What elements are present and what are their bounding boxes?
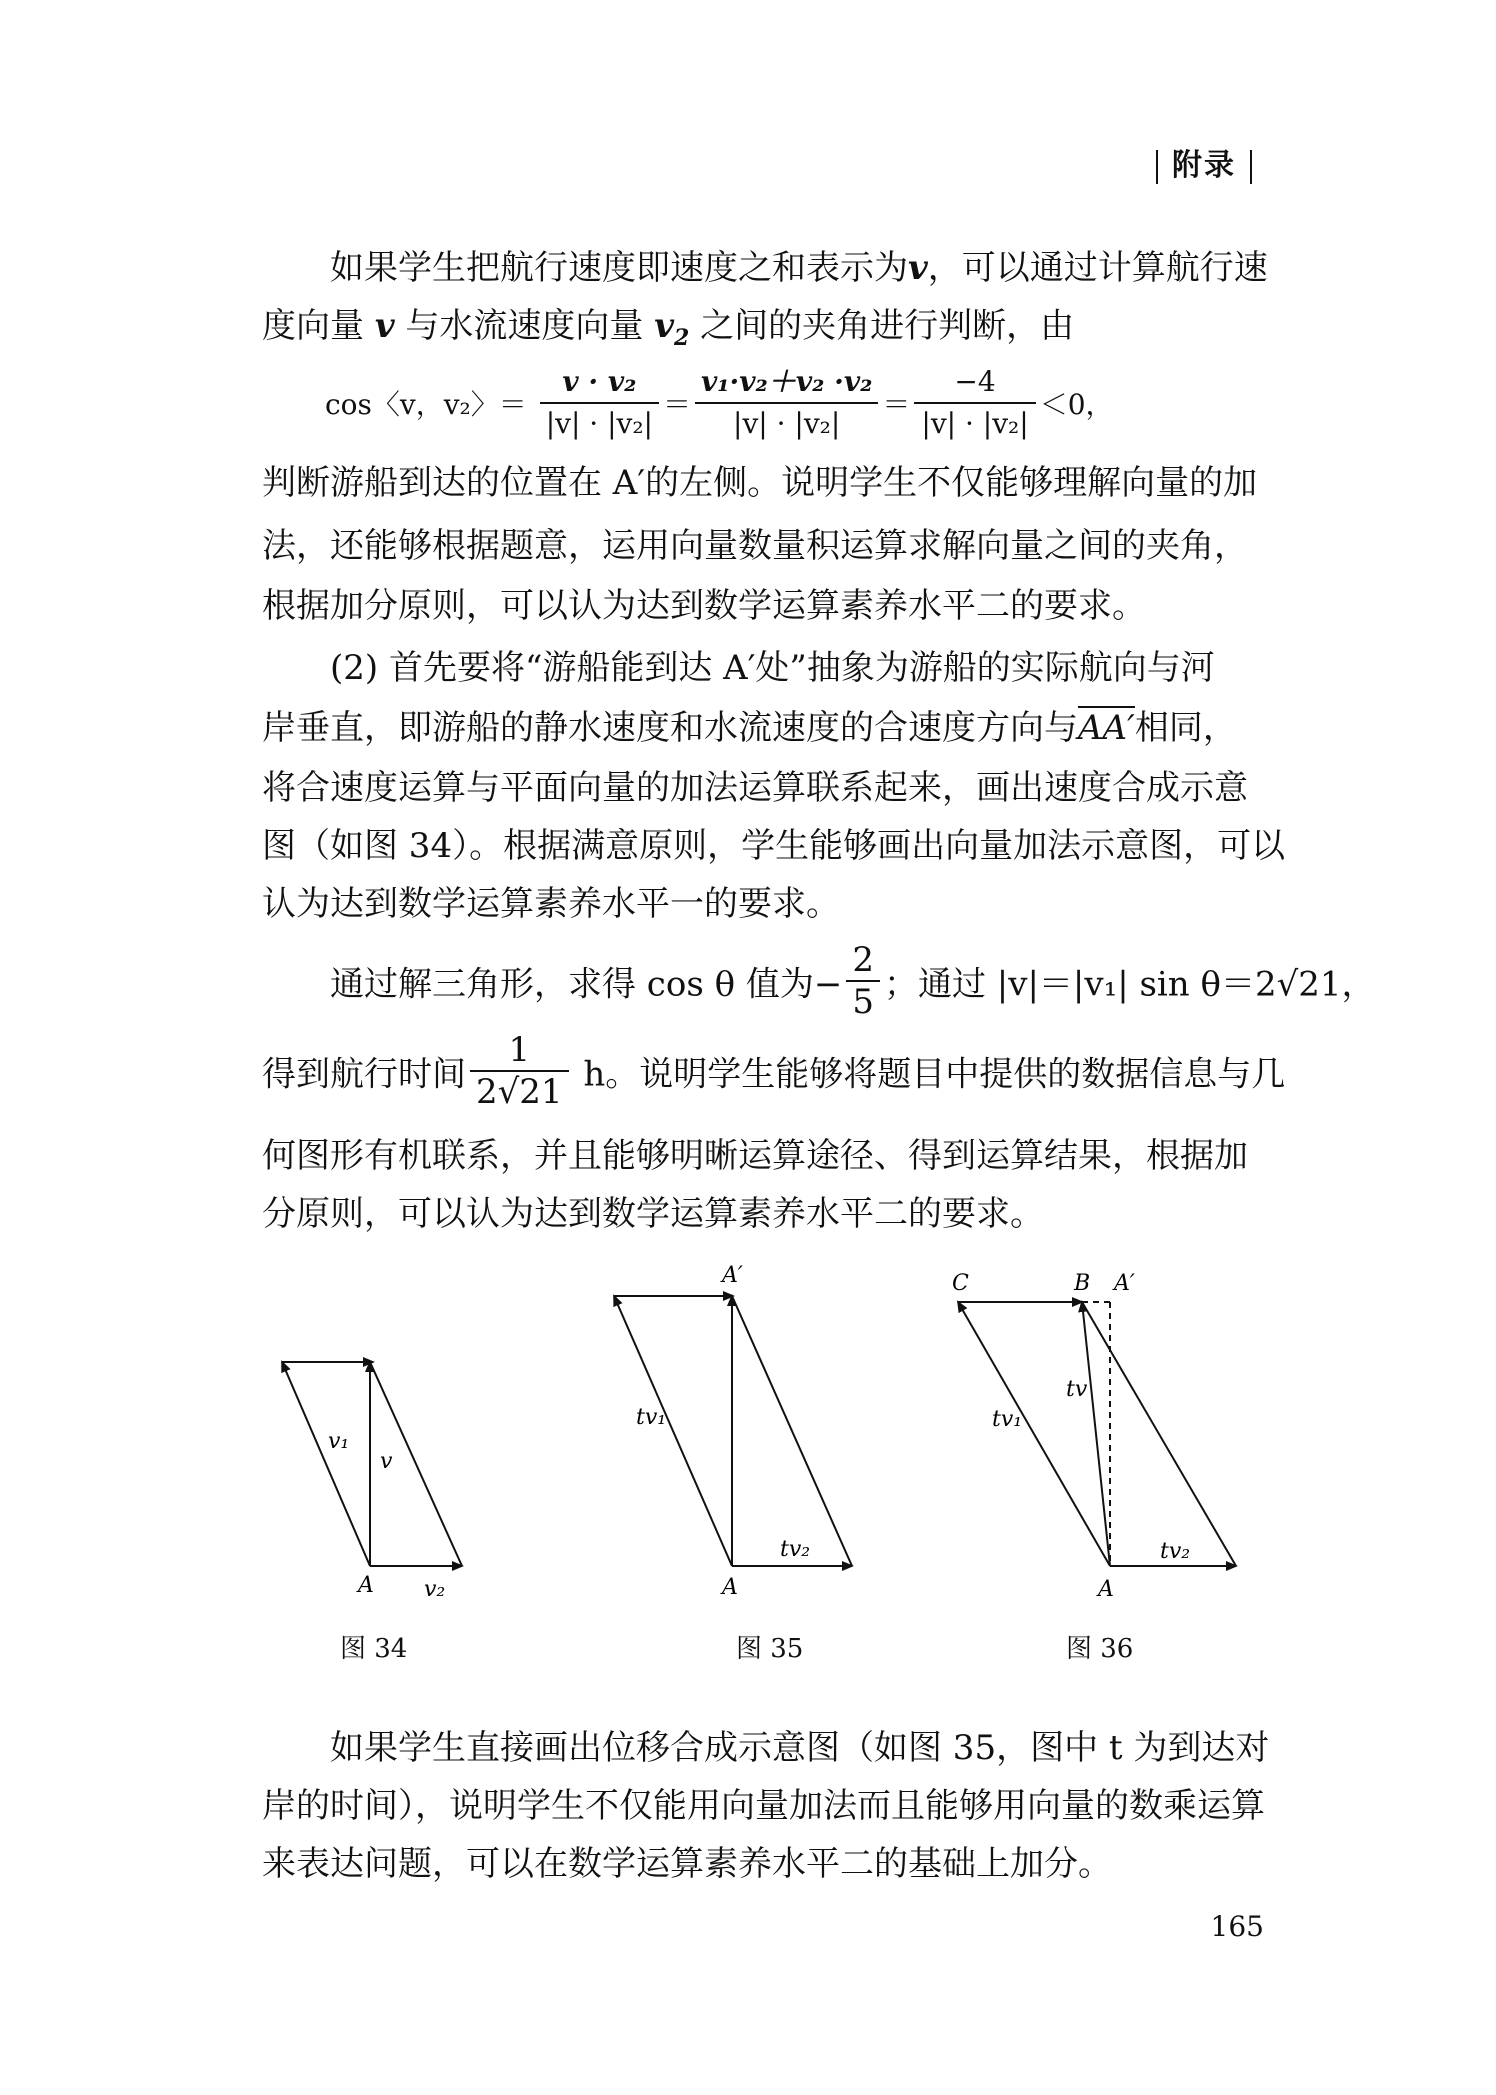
frac1-num: v · v₂: [540, 362, 659, 404]
fig35-right-side: [732, 1296, 852, 1566]
fig36-label-tv2: tv₂: [1160, 1539, 1191, 1564]
p4-frac-den: 5: [852, 982, 874, 1022]
p3-text-2b: 相同，: [1134, 708, 1237, 748]
p4-text-2a: 得到航行时间: [262, 1054, 466, 1095]
p3-line-3: 将合速度运算与平面向量的加法运算联系起来，画出速度合成示意: [262, 768, 1248, 808]
p4-time-num: 1: [470, 1030, 569, 1072]
formula-lhs: cos〈v，v₂〉＝: [325, 388, 527, 421]
fig34-label-v1: v₁: [328, 1429, 350, 1454]
fig36-caption: 图 36: [1066, 1634, 1134, 1664]
p4-text-1a: 通过解三角形，求得 cos θ 值为−: [330, 964, 843, 1005]
p4-text-1b: ；通过 |v|＝|v₁| sin θ＝2√21，: [883, 964, 1376, 1005]
fig34-caption: 图 34: [340, 1634, 408, 1664]
p1-text-1b: ，可以通过计算航行速: [927, 248, 1268, 288]
p2-line-1: 判断游船到达的位置在 A′的左侧。说明学生不仅能够理解向量的加: [262, 463, 1258, 503]
fig36-label-tv: tv: [1066, 1377, 1088, 1402]
fig35-label-tv2: tv₂: [780, 1537, 811, 1562]
vector-AA-text: AA′: [1078, 708, 1135, 748]
p1-v2: $v_2$: [654, 306, 690, 351]
frac1-den: |v| · |v₂|: [545, 407, 653, 440]
p4-frac-num: 2: [846, 940, 880, 982]
eq-2: ＝: [882, 388, 911, 421]
p2-line-2: 法，还能够根据题意，运用向量数量积运算求解向量之间的夹角，: [262, 526, 1248, 566]
fig34-label-v: v: [380, 1449, 393, 1474]
fig34-label-v2: v₂: [424, 1577, 446, 1602]
figure-36: [958, 1302, 1236, 1566]
p3-line-4: 图（如图 34）。根据满意原则，学生能够画出向量加法示意图，可以: [262, 826, 1286, 866]
frac3-num: −4: [914, 362, 1035, 404]
p1-text-2a: 度向量: [262, 306, 364, 346]
fig35-tv1-arrow: [614, 1296, 732, 1566]
p5-line-3: 来表达问题，可以在数学运算素养水平二的基础上加分。: [262, 1844, 1112, 1884]
formula-rhs: ＜0，: [1039, 388, 1114, 421]
figure-34: [282, 1362, 462, 1566]
p4-line-4: 分原则，可以认为达到数学运算素养水平二的要求。: [262, 1194, 1044, 1234]
fig34-label-A: A: [358, 1573, 374, 1598]
fig35-caption: 图 35: [736, 1634, 804, 1664]
fig35-label-tv1: tv₁: [636, 1405, 667, 1430]
p4-line-3: 何图形有机联系，并且能够明晰运算途径、得到运算结果，根据加: [262, 1136, 1248, 1176]
header-title: 附录: [1172, 148, 1236, 183]
fig36-label-tv1: tv₁: [992, 1407, 1023, 1432]
p3-line-5: 认为达到数学运算素养水平一的要求。: [262, 884, 840, 924]
fig36-label-A: A: [1098, 1577, 1114, 1602]
p4-time-den: 2√21: [476, 1072, 563, 1112]
p5-line-1: 如果学生直接画出位移合成示意图（如图 35，图中 t 为到达对: [330, 1728, 1270, 1768]
p5-line-2: 岸的时间），说明学生不仅能用向量加法而且能够用向量的数乘运算: [262, 1786, 1265, 1826]
fig35-label-Ap: A′: [722, 1263, 743, 1288]
fig34-v1-arrow: [282, 1362, 370, 1566]
p1-text-2c: 之间的夹角进行判断，由: [700, 306, 1075, 346]
p1-v: v: [908, 248, 928, 288]
eq-1: ＝: [662, 388, 691, 421]
p1-text-2b: 与水流速度向量: [405, 306, 644, 346]
fig36-label-B: B: [1074, 1271, 1091, 1296]
fig36-label-C: C: [952, 1271, 969, 1296]
p4-text-2b: h。说明学生能够将题目中提供的数据信息与几: [572, 1054, 1286, 1095]
frac3-den: |v| · |v₂|: [921, 407, 1029, 440]
p1-text-1: 如果学生把航行速度即速度之和表示为: [330, 248, 908, 288]
figure-35: [614, 1296, 852, 1566]
p1-v-2: v: [374, 306, 395, 346]
page-number: 165: [1210, 1910, 1264, 1943]
fig36-label-Ap: A′: [1114, 1271, 1135, 1296]
p2-line-3: 根据加分原则，可以认为达到数学运算素养水平二的要求。: [262, 586, 1146, 626]
p3-text-2a: 岸垂直，即游船的静水速度和水流速度的合速度方向与: [262, 708, 1078, 748]
p3-line-1: (2) 首先要将“游船能到达 A′处”抽象为游船的实际航向与河: [330, 648, 1215, 688]
frac2-num: v₁·v₂＋v₂ ·v₂: [695, 362, 878, 404]
fig35-label-A: A: [722, 1575, 738, 1600]
frac2-den: |v| · |v₂|: [733, 407, 841, 440]
